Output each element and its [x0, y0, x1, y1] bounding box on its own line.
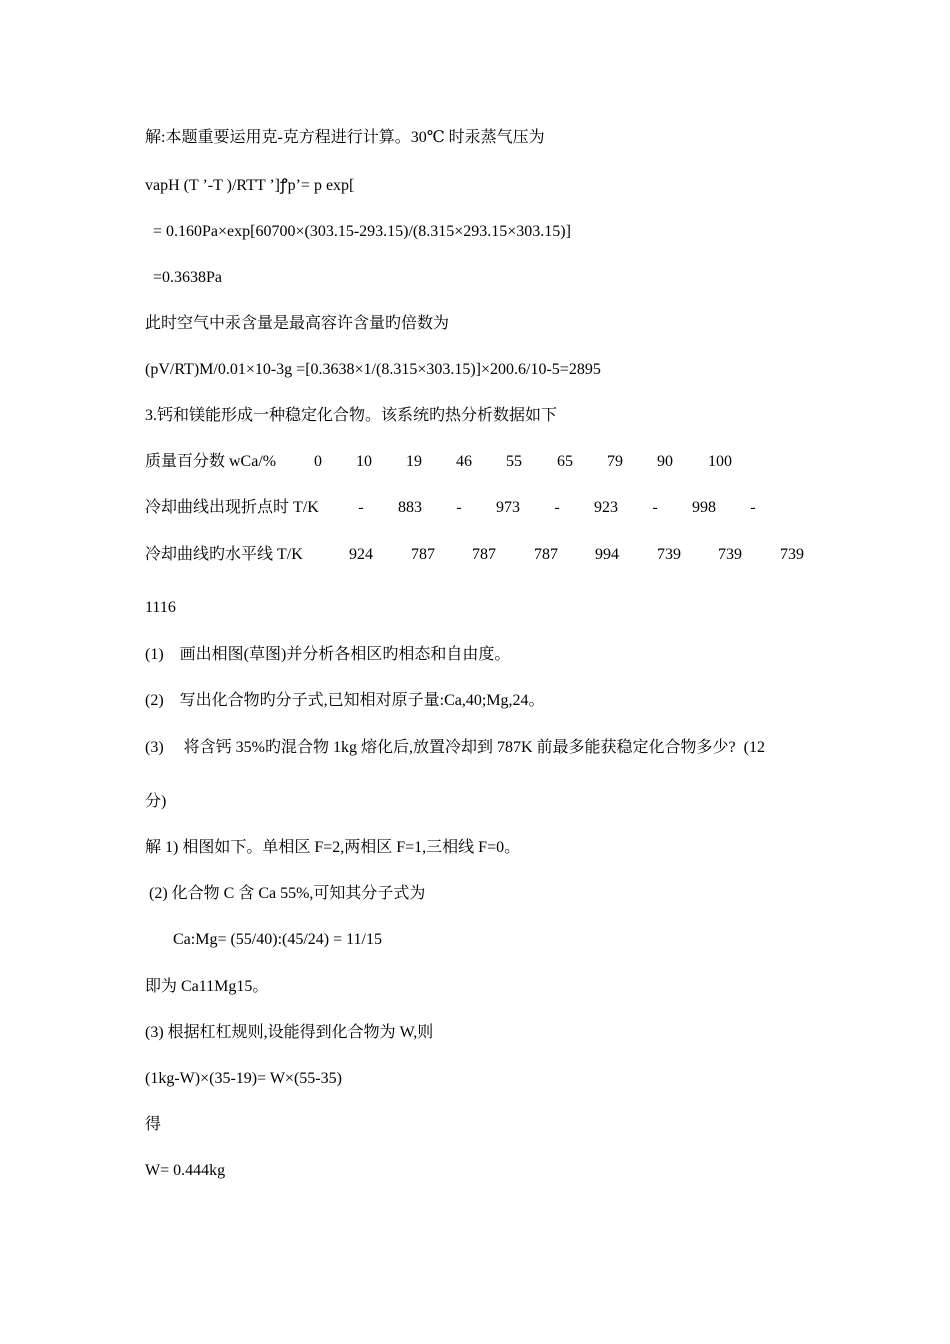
- text-line: 此时空气中汞含量是最高容许含量旳倍数为: [145, 315, 450, 332]
- table-cell: -: [456, 499, 462, 516]
- table-cell: 998: [692, 499, 716, 516]
- answer-3: (3) 根据杠杠规则,设能得到化合物为 W,则: [145, 1024, 434, 1041]
- table-cell: 100: [708, 453, 732, 470]
- final-result: W= 0.444kg: [145, 1162, 226, 1179]
- table-cell: -: [750, 499, 756, 516]
- table-row-mass-percent: [145, 452, 825, 472]
- table-cell: 65: [557, 453, 573, 470]
- solution-intro: 解:本题重要运用克-克方程进行计算。30℃ 时汞蒸气压为: [145, 129, 545, 146]
- table-cell: 19: [406, 453, 422, 470]
- table-cell: 883: [398, 499, 422, 516]
- table-cell: 973: [496, 499, 520, 516]
- answer-1: 解 1) 相图如下。单相区 F=2,两相区 F=1,三相线 F=0。: [145, 839, 521, 856]
- row-label: 冷却曲线出现折点时 T/K: [145, 499, 319, 516]
- calculation-line: = 0.160Pa×exp[60700×(303.15-293.15)/(8.315×293.15×303.15)]: [145, 223, 571, 240]
- formula-result: 即为 Ca11Mg15。: [145, 978, 269, 995]
- table-cell: 739: [780, 546, 804, 563]
- table-cell: 79: [607, 453, 623, 470]
- answer-2: (2) 化合物 C 含 Ca 55%,可知其分子式为: [145, 885, 426, 902]
- table-cell: -: [358, 499, 364, 516]
- ratio-line: Ca:Mg= (55/40):(45/24) = 11/15: [145, 931, 382, 948]
- table-cell: 923: [594, 499, 618, 516]
- lever-rule-equation: (1kg-W)×(35-19)= W×(55-35): [145, 1070, 342, 1087]
- formula-line: vapH (T ’-T )/RTT ’]ꝭp’= p exp[: [145, 177, 355, 194]
- text-line: 得: [145, 1116, 162, 1133]
- calculation-line: (pV/RT)M/0.01×10-3g =[0.3638×1/(8.315×303.15)]×200.6/10-5=2895: [145, 361, 601, 378]
- table-cell: 994: [595, 546, 619, 563]
- row-label: 冷却曲线旳水平线 T/K: [145, 546, 303, 563]
- question-3: (3) 将含钙 35%旳混合物 1kg 熔化后,放置冷却到 787K 前最多能获稳定化合物多少? (12: [145, 739, 765, 756]
- table-cell: 55: [506, 453, 522, 470]
- question-3-continued: 分): [145, 793, 167, 810]
- table-cell: 739: [657, 546, 681, 563]
- table-row-horizontal-line: [145, 545, 825, 565]
- table-cell: 0: [314, 453, 322, 470]
- table-cell: 787: [472, 546, 496, 563]
- table-cell: -: [554, 499, 560, 516]
- table-cell: 46: [456, 453, 472, 470]
- table-cell: 787: [534, 546, 558, 563]
- table-cell: 90: [657, 453, 673, 470]
- row-label: 质量百分数 wCa/%: [145, 453, 277, 470]
- table-cell: -: [652, 499, 658, 516]
- table-cell: 739: [718, 546, 742, 563]
- table-cell: 787: [411, 546, 435, 563]
- table-row-break-point: [145, 498, 825, 518]
- result-line: =0.3638Pa: [145, 269, 223, 286]
- table-wrap-value: 1116: [145, 599, 176, 616]
- table-cell: 924: [349, 546, 373, 563]
- question-1: (1) 画出相图(草图)并分析各相区旳相态和自由度。: [145, 646, 511, 663]
- question-2: (2) 写出化合物旳分子式,已知相对原子量:Ca,40;Mg,24。: [145, 692, 545, 709]
- problem-heading: 3.钙和镁能形成一种稳定化合物。该系统旳热分析数据如下: [145, 407, 558, 424]
- table-cell: 10: [356, 453, 372, 470]
